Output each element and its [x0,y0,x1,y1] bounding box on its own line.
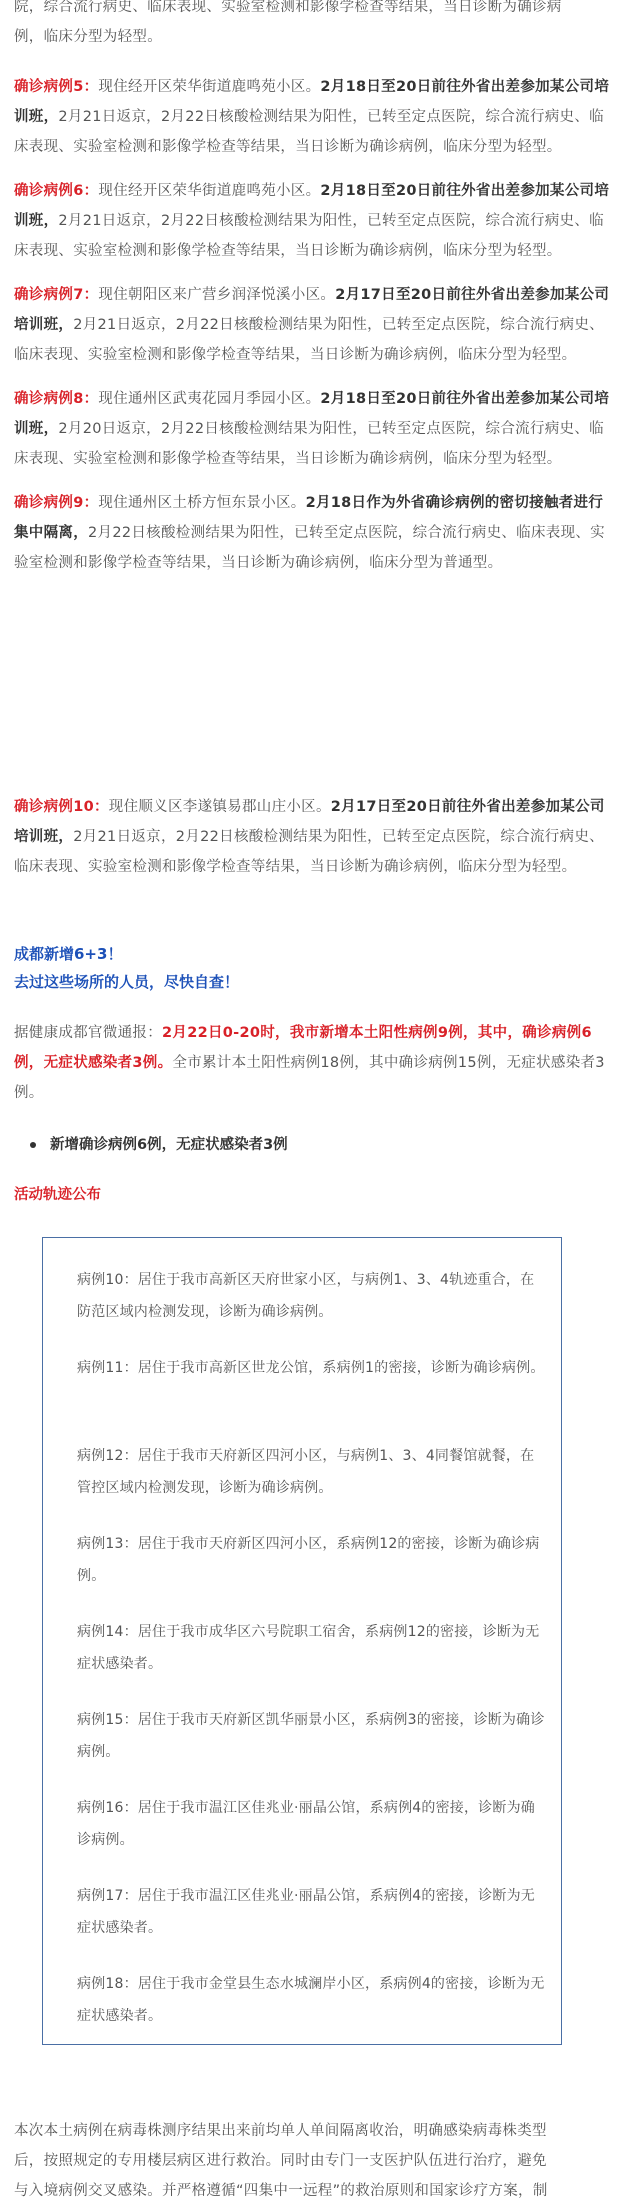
case-paragraph-10 [14,792,610,882]
case-detail: 2月20日返京，2月22日核酸检测结果为阳性，已转至定点医院，综合流行病史、临床表现、实验室检测和影像学检查等结果，当日诊断为确诊病例，临床分型为轻型。 [14,421,604,467]
case-label: 确诊病例7： [14,287,99,303]
case-label: 确诊病例6： [14,183,99,199]
case-travel: 2月18日至20日前往外省出差参加某公司培训班， [14,183,610,229]
case-address: 现住经开区荣华街道鹿鸣苑小区。 [98,79,321,95]
case-detail: 2月21日返京，2月22日核酸检测结果为阳性，已转至定点医院，综合流行病史、临床表现、实验室检测和影像学检查等结果，当日诊断为确诊病例，临床分型为轻型。 [14,829,604,875]
trajectory-entry: 病例10：居住于我市高新区天府世家小区，与病例1、3、4轨迹重合，在防范区域内检测发现，诊断为确诊病例。 [77,1272,535,1320]
case-travel: 2月18日作为外省确诊病例的密切接触者进行集中隔离， [14,495,604,541]
trajectory-entry: 病例16：居住于我市温江区佳兆业·丽晶公馆，系病例4的密接，诊断为确诊病例。 [77,1800,535,1848]
case-address: 现住通州区武夷花园月季园小区。 [98,391,321,407]
case-address: 现住经开区荣华街道鹿鸣苑小区。 [98,183,321,199]
case-label: 确诊病例5： [14,79,99,95]
trajectory-entry: 病例15：居住于我市天府新区凯华丽景小区，系病例3的密接，诊断为确诊病例。 [77,1712,545,1760]
chengdu-report-paragraph: 据健康成都官微通报：2月22日0-20时，我市新增本土阳性病例9例，其中，确诊病例6例，无症状感染者3例。全市累计本土阳性病例18例，其中确诊病例15例，无症状感染者3例。 [14,1025,605,1101]
trajectory-box [42,1237,562,2045]
trajectory-entry: 病例18：居住于我市金堂县生态水城澜岸小区，系病例4的密接，诊断为无症状感染者。 [77,1976,545,2024]
case-travel: 2月18日至20日前往外省出差参加某公司培训班， [14,79,610,125]
treatment-paragraph: 本次本土病例在病毒株测序结果出来前均单人单间隔离收治，明确感染病毒株类型 后，按照规定的专用楼层病区进行救治。同时由专门一支医护队伍进行治疗，避免 与入境病例交叉感染。并严格遵循“四集中一远程”的救治原则和国家诊疗方案，制 [14,2123,548,2199]
case-label: 确诊病例9： [14,495,99,511]
report-highlight: 2月22日0-20时，我市新增本土阳性病例9例，其中，确诊病例6例，无症状感染者3例。 [14,1025,592,1071]
case-paragraph-6 [14,176,610,266]
case-paragraph-9 [14,488,610,578]
case-address: 现住通州区土桥方恒东景小区。 [98,495,306,511]
section-title: 活动轨迹公布 [14,1187,101,1203]
case-travel: 2月18日至20日前往外省出差参加某公司培训班， [14,391,610,437]
trajectory-entry: 病例17：居住于我市温江区佳兆业·丽晶公馆，系病例4的密接，诊断为无症状感染者。 [77,1888,535,1936]
case-detail: 2月21日返京，2月22日核酸检测结果为阳性，已转至定点医院，综合流行病史、临床表现、实验室检测和影像学检查等结果，当日诊断为确诊病例，临床分型为轻型。 [14,109,604,155]
trajectory-entry: 病例13：居住于我市天府新区四河小区，系病例12的密接，诊断为确诊病例。 [77,1536,540,1584]
case-paragraph-7 [14,280,610,370]
case-label: 确诊病例8： [14,391,99,407]
case-address: 现住朝阳区来广营乡润泽悦溪小区。 [98,287,336,303]
previous-case-fragment: 院，综合流行病史、临床表现、实验室检测和影像学检查等结果，当日诊断为确诊病 例，临床分型为轻型。 [14,0,562,45]
case-detail: 2月21日返京，2月22日核酸检测结果为阳性，已转至定点医院，综合流行病史、临床表现、实验室检测和影像学检查等结果，当日诊断为确诊病例，临床分型为轻型。 [14,213,604,259]
trajectory-entry: 病例12：居住于我市天府新区四河小区，与病例1、3、4同餐馆就餐，在管控区域内检测发现，诊断为确诊病例。 [77,1448,535,1496]
case-paragraph-5 [14,72,610,162]
trajectory-entry: 病例14：居住于我市成华区六号院职工宿舍，系病例12的密接，诊断为无症状感染者。 [77,1624,540,1672]
case-travel: 2月17日至20日前往外省出差参加某公司培训班， [14,799,605,845]
case-detail: 2月22日核酸检测结果为阳性，已转至定点医院，综合流行病史、临床表现、实验室检测和影像学检查等结果，当日诊断为确诊病例，临床分型为普通型。 [14,525,605,571]
case-detail: 2月21日返京，2月22日核酸检测结果为阳性，已转至定点医院，综合流行病史、临床表现、实验室检测和影像学检查等结果，当日诊断为确诊病例，临床分型为轻型。 [14,317,604,363]
case-paragraph-8 [14,384,610,474]
case-address: 现住顺义区李遂镇易郡山庄小区。 [108,799,331,815]
trajectory-entry: 病例11：居住于我市高新区世龙公馆，系病例1的密接，诊断为确诊病例。 [77,1360,545,1376]
chengdu-headline: 成都新增6+3！ 去过这些场所的人员，尽快自查！ [14,945,240,991]
case-label: 确诊病例10： [14,799,109,815]
case-travel: 2月17日至20日前往外省出差参加某公司培训班， [14,287,610,333]
bullet-dot-icon [30,1142,36,1148]
summary-bullet: 新增确诊病例6例，无症状感染者3例 [30,1132,288,1158]
